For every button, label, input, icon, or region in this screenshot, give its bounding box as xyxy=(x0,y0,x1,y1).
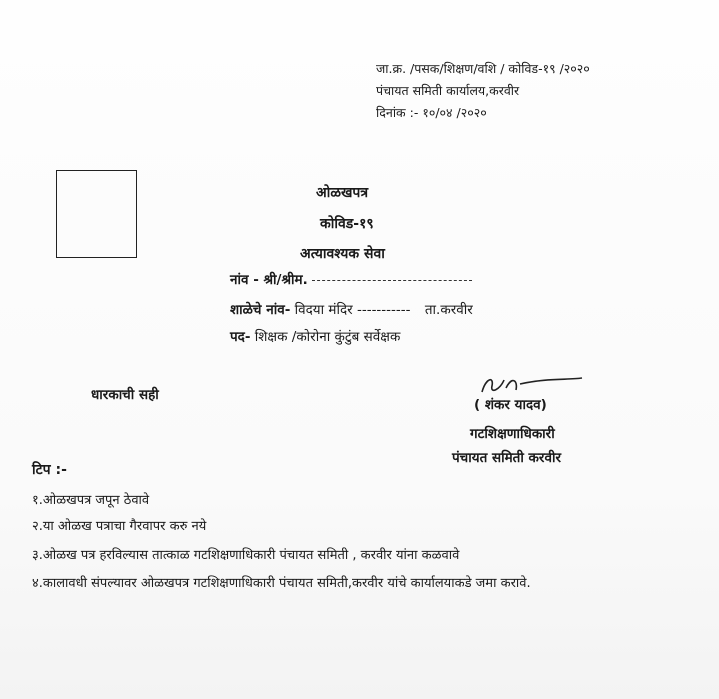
card-subtitle: कोविड-१९ xyxy=(320,216,374,232)
school-label: शाळेचे नांव- xyxy=(230,302,291,318)
name-label: नांव - श्री/श्रीम. xyxy=(230,272,308,288)
reference-number: जा.क्र. /पसक/शिक्षण/वशि / कोविड-१९ /२०२० xyxy=(376,61,590,76)
office-name: पंचायत समिती कार्यालय,करवीर xyxy=(376,83,520,98)
note-item-1: १.ओळखपत्र जपून ठेवावे xyxy=(32,493,150,508)
notes-heading: टिप :- xyxy=(32,462,67,478)
name-blank-line xyxy=(312,280,472,281)
school-value: विदया मंदिर ----------- xyxy=(294,302,411,318)
note-item-2: २.या ओळख पत्राचा गैरवापर करु नये xyxy=(32,519,207,534)
photo-box xyxy=(56,170,137,258)
taluka-value: ता.करवीर xyxy=(424,302,473,318)
post-value: शिक्षक /कोरोना कुंटुंब सर्वेक्षक xyxy=(254,329,401,345)
issue-date: दिनांक :- १०/०४ /२०२० xyxy=(376,105,487,120)
note-item-4: ४.कालावधी संपल्यावर ओळखपत्र गटशिक्षणाधिकारी पंचायत समिती,करवीर यांचे कार्यालयाकडे जमा करावे. xyxy=(32,576,531,591)
card-title: ओळखपत्र xyxy=(316,185,369,201)
school-field xyxy=(230,300,473,318)
name-field xyxy=(230,270,472,288)
service-label: अत्यावश्यक सेवा xyxy=(300,246,385,262)
holder-signature-label: धारकाची सही xyxy=(91,387,159,403)
post-field xyxy=(230,327,400,345)
officer-office: पंचायत समिती करवीर xyxy=(452,450,561,466)
officer-designation: गटशिक्षणाधिकारी xyxy=(470,426,555,442)
note-item-3: ३.ओळख पत्र हरविल्यास तात्काळ गटशिक्षणाधिकारी पंचायत समिती , करवीर यांना कळवावे xyxy=(32,548,460,563)
officer-name: ( शंकर यादव) xyxy=(474,397,547,413)
post-label: पद- xyxy=(230,329,251,345)
